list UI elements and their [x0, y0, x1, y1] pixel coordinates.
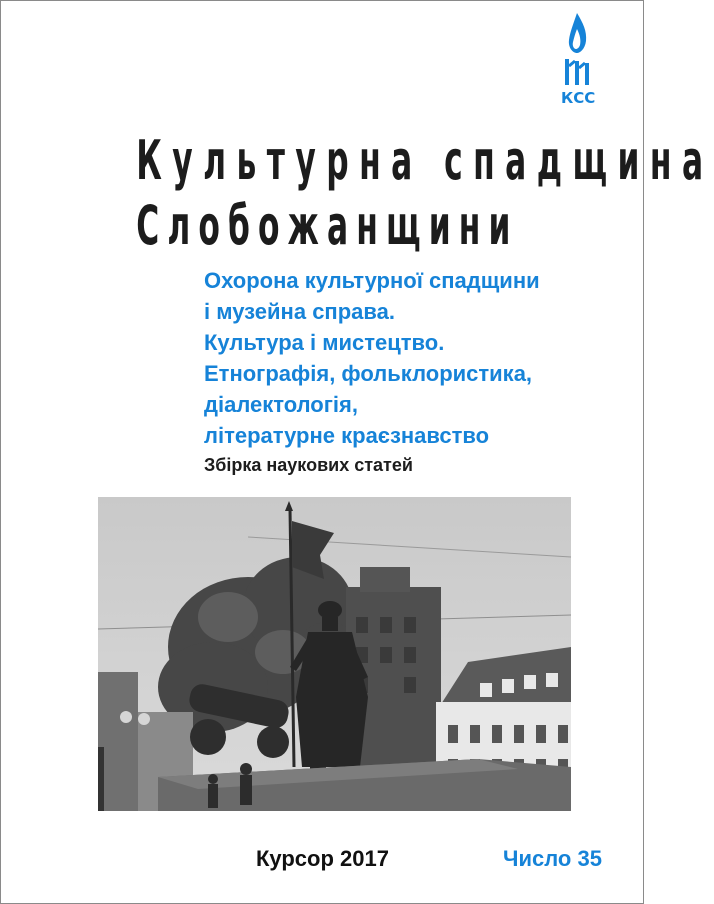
- issue-number: Число 35: [503, 846, 602, 871]
- subject-line: Охорона культурної спадщини: [204, 268, 540, 293]
- subject-line: і музейна справа.: [204, 299, 395, 324]
- logo-letters: КСС: [561, 89, 596, 107]
- subject-line: Культура і мистецтво.: [204, 330, 445, 355]
- publisher-year: Курсор 2017: [256, 846, 389, 871]
- title-line-2: Слобожанщини: [136, 194, 519, 257]
- candle-flame-icon: [559, 11, 609, 107]
- collection-label: Збірка наукових статей: [204, 455, 413, 475]
- subject-list: [204, 265, 540, 451]
- cossack-monument-photo: [98, 497, 571, 811]
- title-line-1: Культурна спадщина: [136, 129, 714, 192]
- subject-line: літературне краєзнавство: [204, 423, 490, 448]
- subject-line: Етнографія, фольклористика,: [204, 361, 533, 386]
- subject-line: діалектологія,: [204, 392, 358, 417]
- kss-logo: [559, 11, 609, 107]
